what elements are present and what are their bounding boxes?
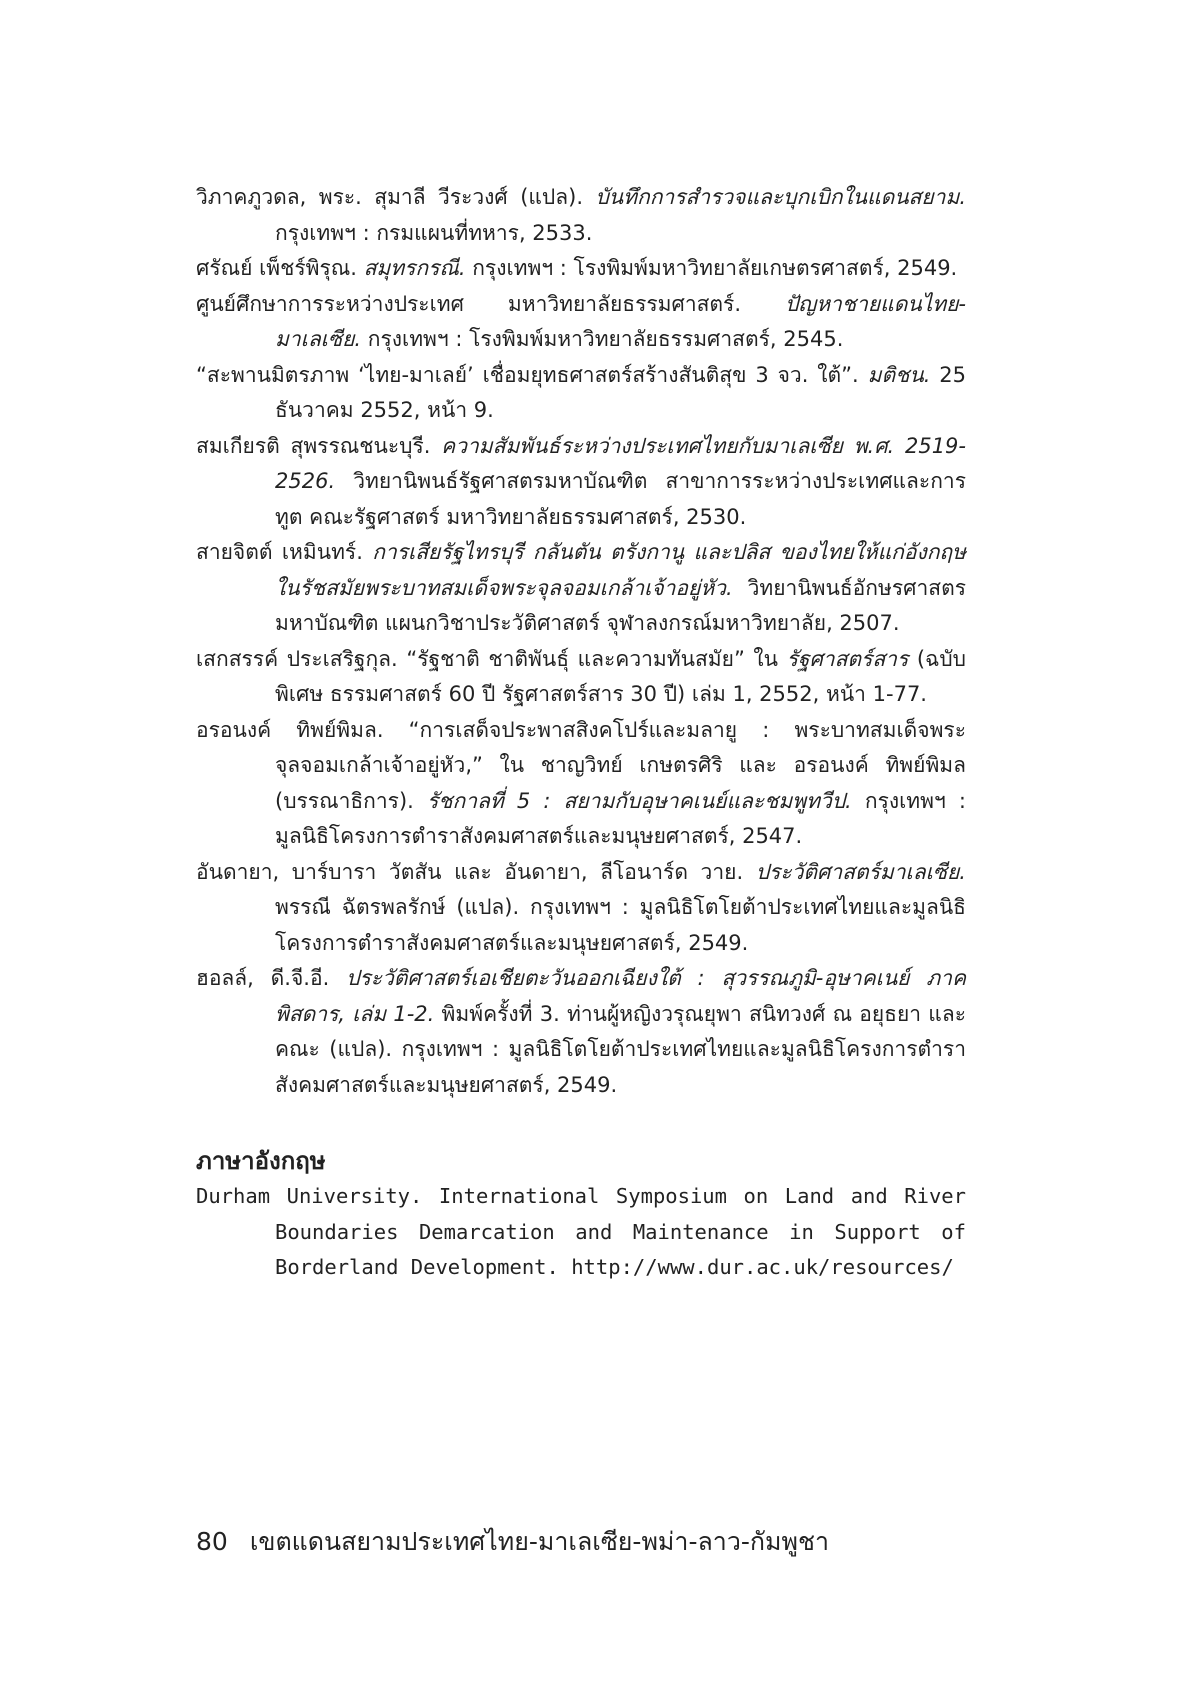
bib-entry: สมเกียรติ สุพรรณชนะบุรี. ความสัมพันธ์ระหว่างประเทศไทยกับมาเลเซีย พ.ศ. 2519-2526. วิทยานิพนธ์รัฐศาสตรมหาบัณฑิต สาขาการระหว่างประเทศและการทูต คณะรัฐศาสตร์ มหาวิทยาลัยธรรมศาสตร์, 2530. — [196, 433, 966, 529]
bib-entry: ฮอลล์, ดี.จี.อี. ประวัติศาสตร์เอเชียตะวันออกเฉียงใต้ : สุวรรณภูมิ-อุษาคเนย์ ภาคพิสดาร, เล่ม 1-2. พิมพ์ครั้งที่ 3. ท่านผู้หญิงวรุณยุพา สนิทวงศ์ ณ อยุธยา และคณะ (แปล). กรุงเทพฯ : มูลนิธิโตโยต้าประเทศไทยและมูลนิธิโครงการตำราสังคมศาสตร์และมนุษยศาสตร์, 2549. — [196, 966, 966, 1097]
bib-entry: สายจิตต์ เหมินทร์. การเสียรัฐไทรบุรี กลันตัน ตรังกานู และปลิส ของไทยให้แก่อังกฤษในรัชสมัยพระบาทสมเด็จพระจุลจอมเกล้าเจ้าอยู่หัว. วิทยานิพนธ์อักษรศาสตรมหาบัณฑิต แผนกวิชาประวัติศาสตร์ จุฬาลงกรณ์มหาวิทยาลัย, 2507. — [196, 540, 966, 635]
bib-entry: อรอนงค์ ทิพย์พิมล. “การเสด็จประพาสสิงคโปร์และมลายู : พระบาทสมเด็จพระจุลจอมเกล้าเจ้าอยู่หัว,” ใน ชาญวิทย์ เกษตรศิริ และ อรอนงค์ ทิพย์พิมล (บรรณาธิการ). รัชกาลที่ 5 : สยามกับอุษาคเนย์และชมพูทวีป. กรุงเทพฯ : มูลนิธิโครงการตำราสังคมศาสตร์และมนุษยศาสตร์, 2547. — [196, 717, 966, 848]
bib-entry: ศูนย์ศึกษาการระหว่างประเทศ มหาวิทยาลัยธรรมศาสตร์. ปัญหาชายแดนไทย-มาเลเซีย. กรุงเทพฯ : โรงพิมพ์มหาวิทยาลัยธรรมศาสตร์, 2545. — [196, 291, 966, 351]
page-footer — [196, 1522, 829, 1562]
english-section-heading: ภาษาอังกฤษ — [196, 1147, 326, 1175]
bib-entry: “สะพานมิตรภาพ ‘ไทย-มาเลย์’ เชื่อมยุทธศาสตร์สร้างสันติสุข 3 จว. ใต้”. มติชน. 25 ธันวาคม 2552, หน้า 9. — [196, 362, 966, 422]
bib-entry: เสกสรรค์ ประเสริฐกุล. “รัฐชาติ ชาติพันธุ์ และความทันสมัย” ใน รัฐศาสตร์สาร (ฉบับพิเศษ ธรรมศาสตร์ 60 ปี รัฐศาสตร์สาร 30 ปี) เล่ม 1, 2552, หน้า 1-77. — [196, 646, 966, 706]
bib-entry-english: Durham University. International Symposium on Land and River Boundaries Demarcation and Maintenance in Support of Borderland Development. http://www.dur.ac.uk/resources/ — [196, 1184, 966, 1279]
bib-entry: ศรัณย์ เพ็ชร์พิรุณ. สมุทรกรณี. กรุงเทพฯ : โรงพิมพ์มหาวิทยาลัยเกษตรศาสตร์, 2549. — [196, 256, 958, 280]
page-number: 80 — [196, 1527, 228, 1556]
running-title: เขตแดนสยามประเทศไทย-มาเลเซีย-พม่า-ลาว-กัมพูชา — [249, 1527, 829, 1556]
bibliography — [196, 180, 966, 1286]
bib-entry: อันดายา, บาร์บารา วัตสัน และ อันดายา, ลีโอนาร์ด วาย. ประวัติศาสตร์มาเลเซีย. พรรณี ฉัตรพลรักษ์ (แปล). กรุงเทพฯ : มูลนิธิโตโยต้าประเทศไทยและมูลนิธิโครงการตำราสังคมศาสตร์และมนุษยศาสตร์, 2549. — [196, 859, 966, 955]
bib-entry: วิภาคภูวดล, พระ. สุมาลี วีระวงศ์ (แปล). บันทึกการสำรวจและบุกเบิกในแดนสยาม. กรุงเทพฯ : กรมแผนที่ทหาร, 2533. — [196, 185, 966, 245]
